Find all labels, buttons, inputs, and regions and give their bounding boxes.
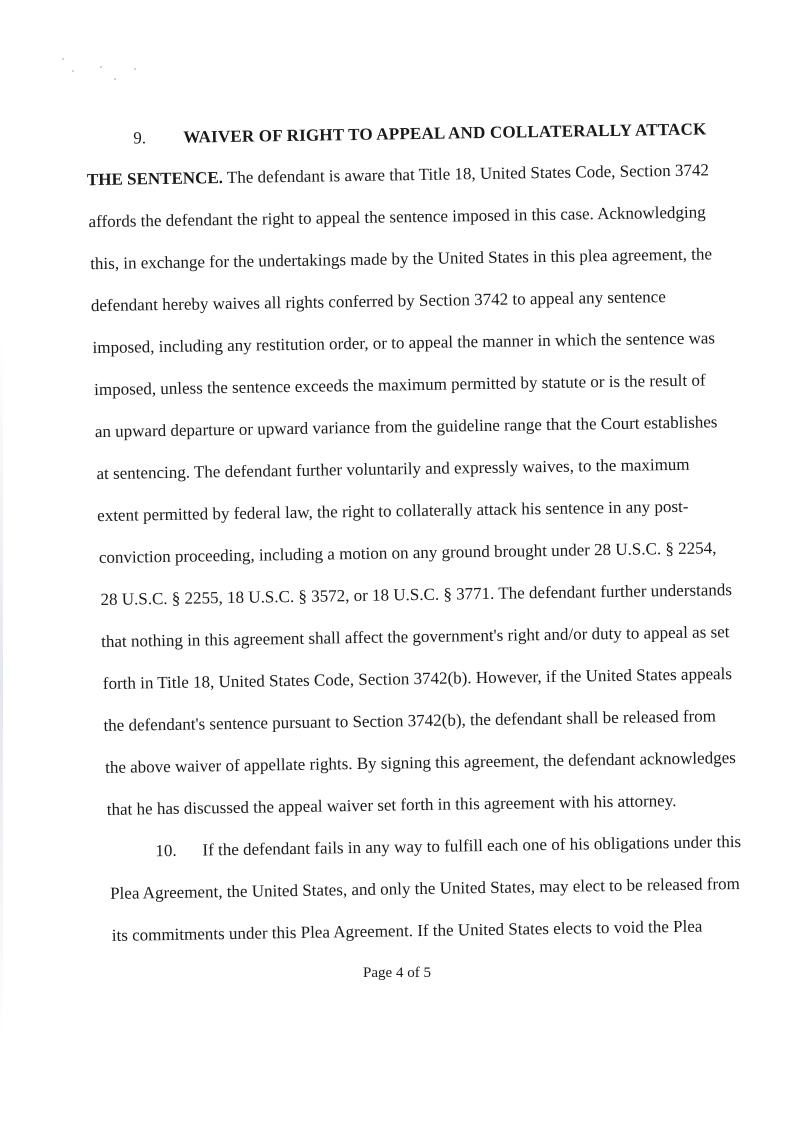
section-10-line-2: Plea Agreement, the United States, and only the United States, may elect to be released from	[109, 874, 740, 903]
section-9-text: The defendant is aware that Title 18, United States Code, Section 3742	[226, 160, 710, 187]
section-9-heading: WAIVER OF RIGHT TO APPEAL AND COLLATERALLY ATTACK	[183, 119, 707, 147]
section-9-line-1	[87, 160, 709, 190]
section-9-line-4: defendant hereby waives all rights conferred by Section 3742 to appeal any sentence	[90, 287, 666, 316]
section-9-line-13: forth in Title 18, United States Code, Section 3742(b). However, if the United States appeals	[102, 664, 733, 694]
section-10-line-3: its commitments under this Plea Agreement. If the United States elects to void the Plea	[111, 916, 703, 945]
section-9-line-14: the defendant's sentence pursuant to Section 3742(b), the defendant shall be released from	[103, 706, 717, 735]
section-9-line-2: affords the defendant the right to appeal the sentence imposed in this case. Acknowledging	[88, 202, 706, 232]
section-9-number: 9.	[133, 128, 147, 148]
section-9-line-15: the above waiver of appellate rights. By signing this agreement, the defendant acknowledges	[105, 748, 736, 777]
section-9-line-12: that nothing in this agreement shall affect the government's right and/or duty to appeal as set	[101, 622, 730, 652]
section-9-line-7: an upward departure or upward variance from the guideline range that the Court establishes	[94, 412, 718, 442]
section-9-heading-continued: THE SENTENCE.	[86, 168, 224, 190]
section-9-line-5: imposed, including any restitution order, or to appeal the manner in which the sentence was	[92, 328, 716, 358]
section-9-line-9: extent permitted by federal law, the right to collaterally attack his sentence in any post-	[97, 496, 689, 526]
section-9-line-16: that he has discussed the appeal waiver set forth in this agreement with his attorney.	[106, 791, 677, 819]
section-9-line-11: 28 U.S.C. § 2255, 18 U.S.C. § 3572, or 18 U.S.C. § 3771. The defendant further understands	[100, 580, 733, 610]
page-number: Page 4 of 5	[363, 965, 431, 981]
section-9-line-6: imposed, unless the sentence exceeds the maximum permitted by statute or is the result of	[94, 370, 706, 400]
section-9-line-10: conviction proceeding, including a motion on any ground brought under 28 U.S.C. § 2254,	[98, 538, 717, 568]
section-9-line-3: this, in exchange for the undertakings made by the United States in this plea agreement, the	[90, 244, 713, 274]
section-9-line-8: at sentencing. The defendant further voluntarily and expressly waives, to the maximum	[96, 454, 690, 484]
section-10-number: 10.	[155, 840, 177, 861]
section-10-line-1: If the defendant fails in any way to fulfill each one of his obligations under this	[202, 832, 742, 860]
